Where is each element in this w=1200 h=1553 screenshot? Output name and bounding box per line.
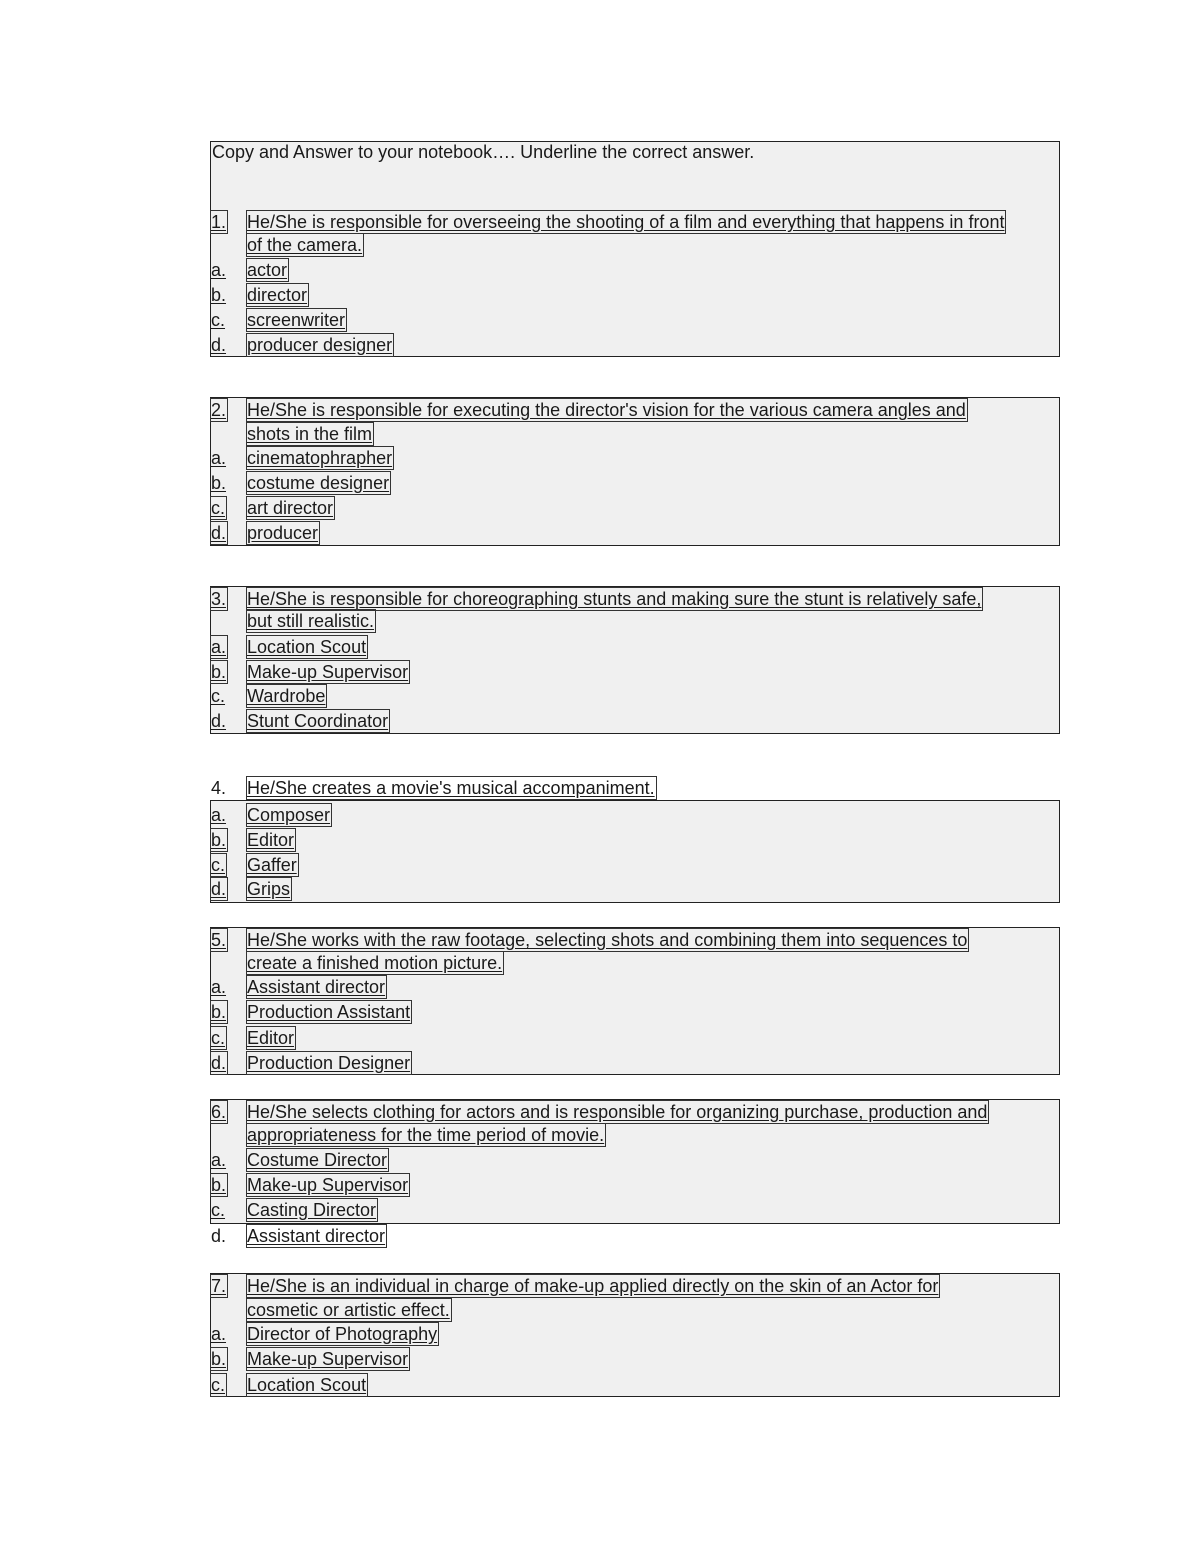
choice-text[interactable]: Make-up Supervisor <box>247 662 409 682</box>
choice-letter: c. <box>211 1375 226 1395</box>
question-number: 4. <box>211 778 227 798</box>
choice-letter: a. <box>211 260 227 280</box>
choice-letter: a. <box>211 1324 227 1344</box>
choice-text[interactable]: producer designer <box>247 335 393 355</box>
choice-letter: d. <box>211 335 227 355</box>
question-text-line: He/She creates a movie's musical accompaniment. <box>247 778 655 798</box>
question-text-line: shots in the film <box>247 424 373 444</box>
choice-letter: d. <box>211 1053 227 1073</box>
choice-letter: b. <box>211 662 227 682</box>
choice-letter: c. <box>211 1200 226 1220</box>
choice-text[interactable]: Make-up Supervisor <box>247 1175 409 1195</box>
question-text-line: but still realistic. <box>247 611 375 631</box>
choice-letter: b. <box>211 1349 227 1369</box>
choice-letter: a. <box>211 977 227 997</box>
choice-letter: b. <box>211 1175 227 1195</box>
choice-text[interactable]: Production Designer <box>247 1053 411 1073</box>
choice-letter: a. <box>211 637 227 657</box>
question-text-line: create a finished motion picture. <box>247 953 503 973</box>
choice-text[interactable]: Grips <box>247 879 291 899</box>
choice-letter: c. <box>211 498 226 518</box>
choice-text[interactable]: Location Scout <box>247 1375 367 1395</box>
choice-text[interactable]: Wardrobe <box>247 686 326 706</box>
choice-letter: b. <box>211 285 227 305</box>
question-number: 5. <box>211 930 227 950</box>
choice-text[interactable]: screenwriter <box>247 310 346 330</box>
choice-text[interactable]: Director of Photography <box>247 1324 438 1344</box>
instruction-text: Copy and Answer to your notebook…. Underline the correct answer. <box>212 142 755 162</box>
choice-text[interactable]: Make-up Supervisor <box>247 1349 409 1369</box>
question-panel-4 <box>210 800 1060 903</box>
choice-text[interactable]: Assistant director <box>247 977 386 997</box>
choice-text[interactable]: Location Scout <box>247 637 367 657</box>
choice-text[interactable]: Casting Director <box>247 1200 377 1220</box>
choice-text[interactable]: Production Assistant <box>247 1002 411 1022</box>
choice-text[interactable]: Editor <box>247 830 295 850</box>
choice-letter: b. <box>211 1002 227 1022</box>
choice-letter: b. <box>211 830 227 850</box>
question-number: 6. <box>211 1102 227 1122</box>
question-text-line: of the camera. <box>247 235 363 255</box>
question-number: 7. <box>211 1276 227 1296</box>
choice-letter: d. <box>211 523 227 543</box>
choice-letter: c. <box>211 686 226 706</box>
choice-letter: d. <box>211 879 227 899</box>
question-text-line: He/She is an individual in charge of make-up applied directly on the skin of an Actor for <box>247 1276 939 1296</box>
choice-letter: c. <box>211 855 226 875</box>
choice-letter: a. <box>211 805 227 825</box>
choice-letter: b. <box>211 473 227 493</box>
choice-letter: d. <box>211 711 227 731</box>
choice-letter: c. <box>211 310 226 330</box>
choice-text[interactable]: cinematophrapher <box>247 448 393 468</box>
question-number: 1. <box>211 212 227 232</box>
choice-letter: a. <box>211 1150 227 1170</box>
choice-text[interactable]: director <box>247 285 308 305</box>
choice-text[interactable]: Stunt Coordinator <box>247 711 389 731</box>
choice-text[interactable]: art director <box>247 498 334 518</box>
choice-text[interactable]: producer <box>247 523 319 543</box>
question-text-line: He/She selects clothing for actors and is responsible for organizing purchase, production and <box>247 1102 988 1122</box>
question-text-line: He/She works with the raw footage, selecting shots and combining them into sequences to <box>247 930 968 950</box>
question-number: 2. <box>211 400 227 420</box>
question-number: 3. <box>211 589 227 609</box>
question-text-line: He/She is responsible for choreographing stunts and making sure the stunt is relatively safe, <box>247 589 982 609</box>
question-text-line: cosmetic or artistic effect. <box>247 1300 450 1320</box>
choice-text[interactable]: Composer <box>247 805 331 825</box>
choice-text[interactable]: costume designer <box>247 473 390 493</box>
choice-text[interactable]: Editor <box>247 1028 295 1048</box>
choice-text[interactable]: Assistant director <box>247 1226 386 1246</box>
choice-letter: a. <box>211 448 227 468</box>
question-text-line: appropriateness for the time period of movie. <box>247 1125 605 1145</box>
question-text-line: He/She is responsible for overseeing the shooting of a film and everything that happens in front <box>247 212 1005 232</box>
choice-letter: d. <box>211 1226 227 1246</box>
choice-text[interactable]: Costume Director <box>247 1150 388 1170</box>
question-text-line: He/She is responsible for executing the director's vision for the various camera angles and <box>247 400 966 420</box>
choice-letter: c. <box>211 1028 226 1048</box>
choice-text[interactable]: actor <box>247 260 288 280</box>
choice-text[interactable]: Gaffer <box>247 855 297 875</box>
